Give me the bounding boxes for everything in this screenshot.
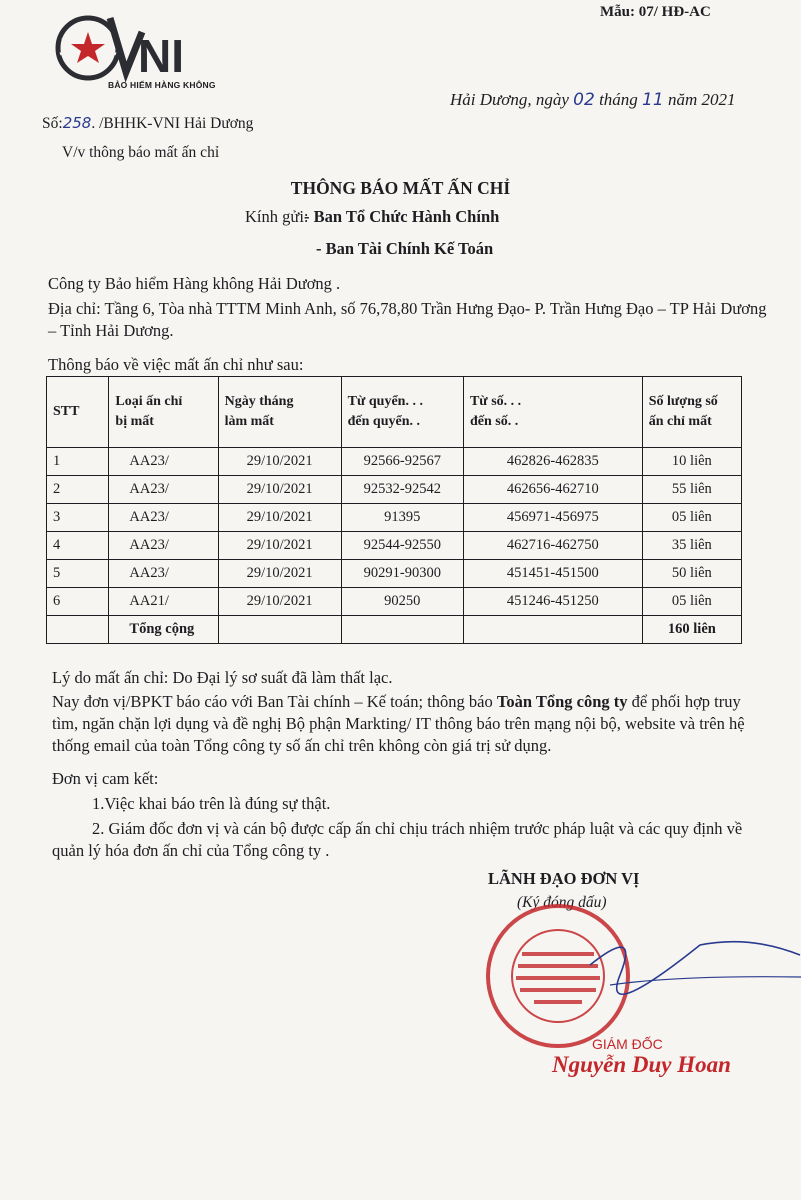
table-header-row — [47, 377, 742, 448]
header-serial: Từ số. . . đến số. . — [463, 377, 642, 448]
company-line: Công ty Bảo hiểm Hàng không Hải Dương . — [48, 274, 341, 293]
reference-number: Số:258. /BHHK-VNI Hải Dương — [42, 114, 254, 132]
table-row — [47, 532, 742, 560]
cell-type: AA23/ — [109, 476, 218, 504]
total-value: 160 liên — [642, 616, 741, 644]
cell-type: AA23/ — [109, 560, 218, 588]
cell-total-empty — [463, 616, 642, 644]
cell-serial: 462826-462835 — [463, 448, 642, 476]
cell-date: 29/10/2021 — [218, 448, 341, 476]
signature-title: LÃNH ĐẠO ĐƠN VỊ — [488, 869, 640, 888]
recipient-label: Kính gửi: — [245, 207, 309, 226]
cell-qty: 05 liên — [642, 588, 741, 616]
form-code: Mẫu: 07/ HĐ-AC — [600, 4, 711, 20]
cell-stt: 1 — [47, 448, 109, 476]
cell-date: 29/10/2021 — [218, 504, 341, 532]
cell-book: 90250 — [341, 588, 463, 616]
cell-type: AA23/ — [109, 532, 218, 560]
cell-type: AA23/ — [109, 448, 218, 476]
cell-type: AA21/ — [109, 588, 218, 616]
subject-line: V/v thông báo mất ấn chỉ — [62, 144, 220, 161]
cell-qty: 55 liên — [642, 476, 741, 504]
cell-qty: 35 liên — [642, 532, 741, 560]
cell-serial: 462716-462750 — [463, 532, 642, 560]
commitment-item-1: 1.Việc khai báo trên là đúng sự thật. — [92, 794, 331, 813]
cell-stt: 5 — [47, 560, 109, 588]
cell-stt: 2 — [47, 476, 109, 504]
signer-position: GIÁM ĐỐC — [592, 1036, 663, 1052]
cell-date: 29/10/2021 — [218, 532, 341, 560]
recipient-second: - Ban Tài Chính Kế Toán — [316, 239, 494, 258]
cell-book: 91395 — [341, 504, 463, 532]
header-qty: Số lượng số ấn chỉ mất — [642, 377, 741, 448]
cell-total-empty — [47, 616, 109, 644]
cell-serial: 456971-456975 — [463, 504, 642, 532]
table-row — [47, 588, 742, 616]
header-book: Từ quyển. . . đến quyển. . — [341, 377, 463, 448]
loss-reason: Lý do mất ấn chỉ: Do Đại lý sơ suất đã làm thất lạc. — [52, 668, 393, 687]
header-type: Loại ấn chỉ bị mất — [109, 377, 218, 448]
table-row — [47, 448, 742, 476]
cell-book: 92566-92567 — [341, 448, 463, 476]
commitment-item-2: 2. Giám đốc đơn vị và cán bộ được cấp ấn chỉ chịu trách nhiệm trước pháp luật và các quy định về quản lý hóa đơn ấn chỉ của Tổng công ty . — [52, 819, 743, 860]
svg-text:NI: NI — [138, 30, 184, 82]
cell-serial: 451246-451250 — [463, 588, 642, 616]
logo-subtitle: BẢO HIỂM HÀNG KHÔNG — [108, 80, 216, 90]
document-title: THÔNG BÁO MẤT ẤN CHỈ — [290, 178, 511, 198]
cell-qty: 10 liên — [642, 448, 741, 476]
commitment-label: Đơn vị cam kết: — [52, 769, 159, 788]
table-row — [47, 560, 742, 588]
cell-book: 92544-92550 — [341, 532, 463, 560]
total-label: Tổng cộng — [109, 616, 218, 644]
header-date: Ngày tháng làm mất — [218, 377, 341, 448]
table-total-row — [47, 616, 742, 644]
cell-date: 29/10/2021 — [218, 476, 341, 504]
cell-stt: 4 — [47, 532, 109, 560]
report-paragraph: Nay đơn vị/BPKT báo cáo với Ban Tài chính – Kế toán; thông báo Toàn Tổng công ty để phối hợp truy tìm, ngăn chặn lợi dụng và đề nghị Bộ phận Markting/ IT thông báo trên mạng nội bộ, website và trên hệ thống email của toàn Tổng công ty số ấn chỉ trên không còn giá trị sử dụng. — [52, 692, 745, 755]
cell-date: 29/10/2021 — [218, 560, 341, 588]
table-intro: Thông báo về việc mất ấn chỉ như sau: — [48, 355, 304, 374]
vni-logo-icon — [48, 10, 233, 106]
signature-icon — [580, 915, 801, 1025]
signer-name: Nguyễn Duy Hoan — [552, 1052, 731, 1077]
cell-stt: 3 — [47, 504, 109, 532]
cell-total-empty — [341, 616, 463, 644]
table-row — [47, 504, 742, 532]
header-stt: STT — [47, 377, 109, 448]
table-row — [47, 476, 742, 504]
cell-book: 90291-90300 — [341, 560, 463, 588]
cell-total-empty — [218, 616, 341, 644]
cell-book: 92532-92542 — [341, 476, 463, 504]
signature-note: (Ký đóng dấu) — [517, 894, 607, 911]
recipient-first: - Ban Tổ Chức Hành Chính — [304, 207, 500, 226]
cell-date: 29/10/2021 — [218, 588, 341, 616]
cell-qty: 05 liên — [642, 504, 741, 532]
company-address: Địa chỉ: Tầng 6, Tòa nhà TTTM Minh Anh, số 76,78,80 Trần Hưng Đạo- P. Trần Hưng Đạo – TP Hải Dương – Tỉnh Hải Dương. — [48, 299, 767, 340]
cell-serial: 451451-451500 — [463, 560, 642, 588]
cell-stt: 6 — [47, 588, 109, 616]
lost-documents-table — [46, 376, 742, 644]
issue-date: Hải Dương, ngày 02 tháng 11 năm 2021 — [450, 90, 736, 110]
cell-qty: 50 liên — [642, 560, 741, 588]
cell-type: AA23/ — [109, 504, 218, 532]
cell-serial: 462656-462710 — [463, 476, 642, 504]
